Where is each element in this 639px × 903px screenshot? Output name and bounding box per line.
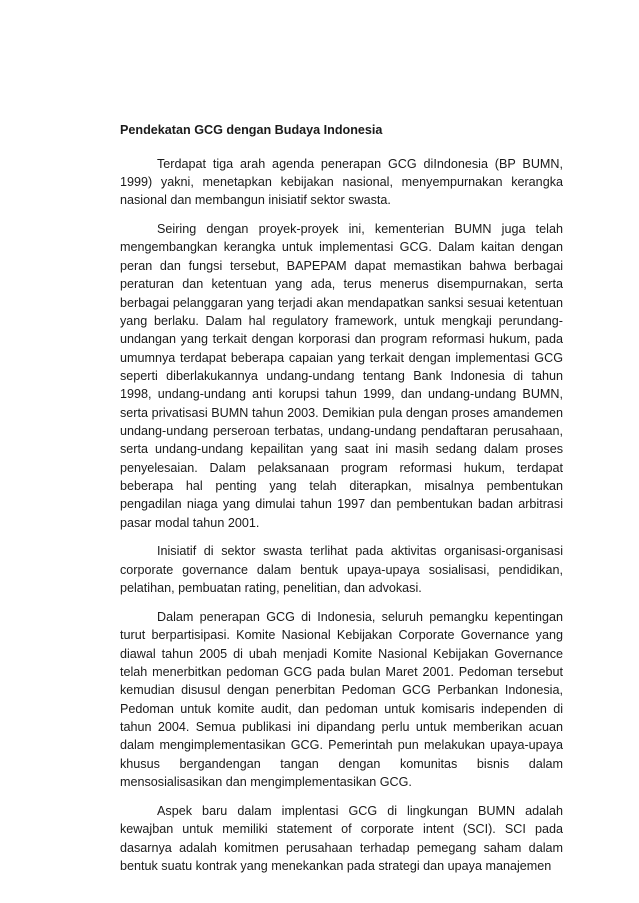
paragraph-stakeholders: Dalam penerapan GCG di Indonesia, seluruh pemangku kepentingan turut berpartisipasi. Komite Nasional Kebijakan Corporate Governance yang diawal tahun 2005 di ubah menjadi Komite Nasional Kebijakan Governance telah menerbitkan pedoman GCG pada bulan Maret 2001. Pedoman tersebut kemudian disusul dengan penerbitan Pedoman GCG Perbankan Indonesia, Pedoman untuk komite audit, dan pedoman untuk komisaris independen di tahun 2004. Semua publikasi ini dipandang perlu untuk memberikan acuan dalam mengimplementasikan GCG. Pemerintah pun melakukan upaya-upaya khusus bergandengan tangan dengan komunitas bisnis dalam mensosialisasikan dan mengimplementasikan GCG.	[120, 610, 563, 790]
paragraph-private-sector: Inisiatif di sektor swasta terlihat pada aktivitas organisasi-organisasi corporate governance dalam bentuk upaya-upaya sosialisasi, pendidikan, pelatihan, pembuatan rating, penelitian, dan advokasi.	[120, 544, 563, 596]
section-heading: Pendekatan GCG dengan Budaya Indonesia	[120, 123, 383, 137]
paragraph-agenda: Terdapat tiga arah agenda penerapan GCG diIndonesia (BP BUMN, 1999) yakni, menetapkan kebijakan nasional, menyempurnakan kerangka nasional dan membangun inisiatif sektor swasta.	[120, 156, 563, 208]
paragraph-sci: Aspek baru dalam implentasi GCG di lingkungan BUMN adalah kewajban untuk memiliki statement of corporate intent (SCI). SCI pada dasarnya adalah komitmen perusahaan terhadap pemegang saham dalam bentuk suatu kontrak yang menekankan pada strategi dan upaya manajemen	[120, 803, 563, 873]
paragraph-regulatory-framework: Seiring dengan proyek-proyek ini, kementerian BUMN juga telah mengembangkan kerangka untuk implementasi GCG. Dalam kaitan dengan peran dan fungsi tersebut, BAPEPAM dapat memastikan bahwa berbagai peraturan dan ketentuan yang ada, terus menerus disempurnakan, serta berbagai pelanggaran yang terjadi akan mendapatkan sanksi sesuai ketentuan yang berlaku. Dalam hal regulatory framework, untuk mengkaji perundang-undangan yang terkait dengan korporasi dan program reformasi hukum, pada umumnya terdapat beberapa capaian yang terkait dengan implementasi GCG seperti diberlakukannya undang-undang tentang Bank Indonesia di tahun 1998, undang-undang anti korupsi tahun 1999, dan undang-undang BUMN, serta privatisasi BUMN tahun 2003. Demikian pula dengan proses amandemen undang-undang perseroan terbatas, undang-undang pendaftaran perusahaan, serta undang-undang kepailitan yang saat ini masih sedang dalam proses penyelesaian. Dalam pelaksanaan program reformasi hukum, terdapat beberapa hal penting yang telah diterapkan, misalnya pembentukan pengadilan niaga yang dimulai tahun 1997 dan pembentukan badan arbitrasi pasar modal tahun 2001.	[120, 222, 563, 530]
document-page	[120, 121, 563, 886]
